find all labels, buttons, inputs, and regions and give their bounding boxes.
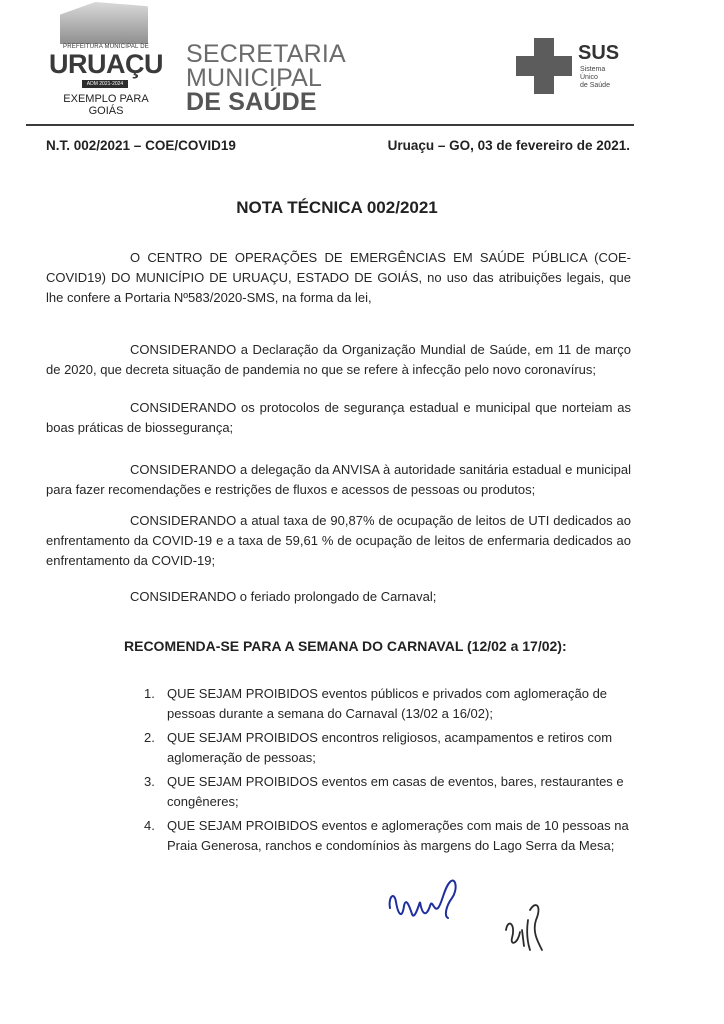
list-item — [144, 772, 630, 812]
sus-subtitle — [580, 66, 640, 90]
document-title: NOTA TÉCNICA 002/2021 — [236, 198, 438, 217]
logo-motto: EXEMPLO PARA GOIÁS — [63, 93, 149, 117]
prefeitura-logo — [46, 0, 166, 117]
sus-cross-icon — [516, 38, 572, 94]
recommendation-heading: RECOMENDA-SE PARA A SEMANA DO CARNAVAL (12/02 a 17/02): — [124, 638, 567, 654]
logo-city-text: URUAÇU — [49, 49, 163, 79]
paragraph-considerando-2: CONSIDERANDO os protocolos de segurança estadual e municipal que norteiam as boas práticas de biossegurança; — [46, 400, 631, 435]
list-item-number: 1. — [144, 686, 155, 701]
recommendation-list — [144, 684, 630, 860]
logo-prefeitura-text: PREFEITURA MUNICIPAL DE — [63, 44, 149, 50]
signature-1 — [380, 868, 470, 938]
list-item — [144, 728, 630, 768]
list-item-text: QUE SEJAM PROIBIDOS encontros religiosos, acampamentos e retiros com aglomeração de pessoas; — [167, 730, 613, 765]
secretaria-line2: DE SAÚDE — [186, 88, 317, 116]
flag-emblem — [60, 2, 148, 44]
list-item-number: 3. — [144, 774, 155, 789]
secretaria-line1: SECRETARIA MUNICIPAL — [186, 40, 345, 92]
sus-sub-line3: de Saúde — [580, 82, 610, 89]
paragraph-preamble: O CENTRO DE OPERAÇÕES DE EMERGÊNCIAS EM SAÚDE PÚBLICA (COE-COVID19) DO MUNICÍPIO DE URUAÇU, ESTADO DE GOIÁS, no uso das atribuições legais, que lhe confere a Portaria Nº583/2020-SMS, na forma da lei, — [46, 250, 631, 305]
sus-logo — [512, 36, 632, 98]
paragraph-considerando-5: CONSIDERANDO o feriado prolongado de Carnaval; — [130, 589, 437, 604]
logo-adm-badge: ADM 2021-2024 — [82, 80, 128, 88]
secretaria-title — [186, 42, 486, 114]
sus-sub-line1: Sistema — [580, 66, 606, 73]
paragraph-considerando-3: CONSIDERANDO a delegação da ANVISA à autoridade sanitária estadual e municipal para fazer recomendações e restrições de fluxos e acessos de pessoas ou produtos; — [46, 462, 631, 497]
list-item-number: 2. — [144, 730, 155, 745]
header-divider — [26, 124, 634, 126]
document-reference: N.T. 002/2021 – COE/COVID19 — [46, 138, 236, 153]
list-item-text: QUE SEJAM PROIBIDOS eventos públicos e privados com aglomeração de pessoas durante a semana do Carnaval (13/02 a 16/02); — [167, 686, 608, 721]
paragraph-considerando-1: CONSIDERANDO a Declaração da Organização Mundial de Saúde, em 11 de março de 2020, que decreta situação de pandemia no que se refere à infecção pelo novo coronavírus; — [46, 342, 631, 377]
list-item — [144, 816, 630, 856]
paragraph-considerando-4: CONSIDERANDO a atual taxa de 90,87% de ocupação de leitos de UTI dedicados ao enfrentamento da COVID-19 e a taxa de 59,61 % de ocupação de leitos de enfermaria dedicados ao enfrentamento da COVID-19; — [46, 513, 631, 568]
sus-name: SUS — [578, 42, 620, 64]
list-item-text: QUE SEJAM PROIBIDOS eventos em casas de eventos, bares, restaurantes e congêneres; — [167, 774, 624, 809]
signature-2 — [498, 880, 558, 960]
list-item-text: QUE SEJAM PROIBIDOS eventos e aglomerações com mais de 10 pessoas na Praia Generosa, ranchos e condomínios às margens do Lago Serra da Mesa; — [167, 818, 629, 853]
list-item — [144, 684, 630, 724]
list-item-number: 4. — [144, 818, 155, 833]
sus-sub-line2: Único — [580, 74, 598, 81]
place-date: Uruaçu – GO, 03 de fevereiro de 2021. — [387, 138, 630, 153]
